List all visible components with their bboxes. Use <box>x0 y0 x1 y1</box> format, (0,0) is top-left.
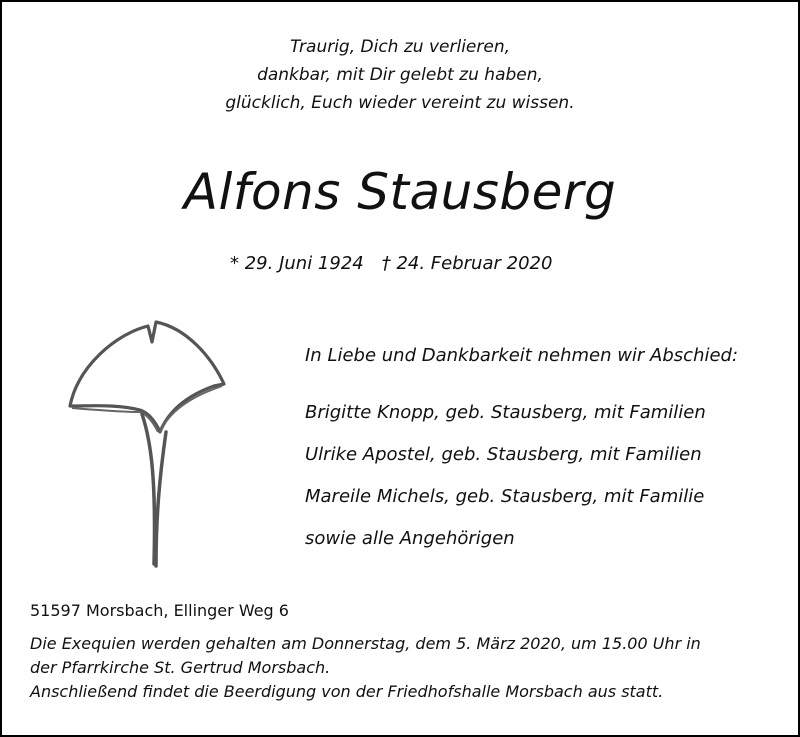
mourner-line: Ulrike Apostel, geb. Stausberg, mit Familien <box>305 444 702 465</box>
deceased-name: Alfons Stausberg <box>183 163 617 221</box>
mourner-line: Brigitte Knopp, geb. Stausberg, mit Familien <box>305 402 706 423</box>
mourner-line: sowie alle Angehörigen <box>305 528 515 549</box>
birth-date: * 29. Juni 1924 <box>230 253 364 274</box>
farewell-intro: In Liebe und Dankbarkeit nehmen wir Abschied: <box>305 345 739 366</box>
ginkgo-leaf-icon <box>56 314 236 574</box>
funeral-line: der Pfarrkirche St. Gertrud Morsbach. <box>30 658 331 677</box>
address: 51597 Morsbach, Ellinger Weg 6 <box>30 601 289 620</box>
mourners-block <box>305 342 738 560</box>
funeral-line: Anschließend findet die Beerdigung von der Friedhofshalle Morsbach aus statt. <box>30 682 664 701</box>
death-date: † 24. Februar 2020 <box>381 253 553 274</box>
verse-line: dankbar, mit Dir gelebt zu haben, <box>257 65 543 85</box>
verse-line: Traurig, Dich zu verlieren, <box>289 37 511 57</box>
funeral-line: Die Exequien werden gehalten am Donnerstag, dem 5. März 2020, um 15.00 Uhr in <box>30 634 701 653</box>
funeral-details <box>30 632 701 704</box>
mourner-line: Mareile Michels, geb. Stausberg, mit Familie <box>305 486 705 507</box>
memorial-verse <box>2 33 798 117</box>
verse-line: glücklich, Euch wieder vereint zu wissen. <box>225 93 575 113</box>
life-dates <box>230 251 552 277</box>
